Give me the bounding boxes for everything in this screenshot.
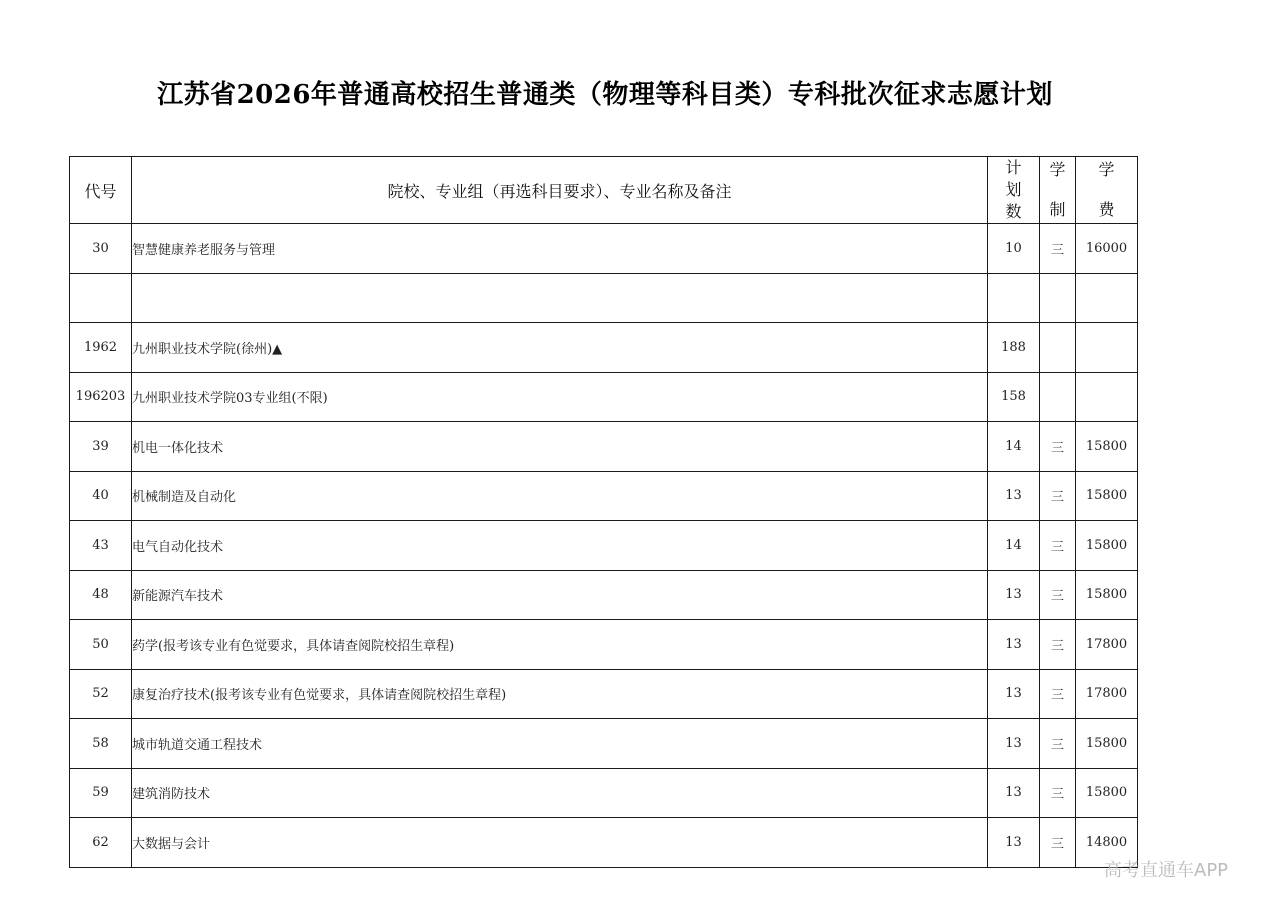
header-years-char: 制 bbox=[1049, 200, 1066, 219]
cell-plan: 10 bbox=[988, 224, 1040, 274]
cell-plan: 14 bbox=[988, 521, 1040, 571]
cell-name: 九州职业技术学院03专业组(不限) bbox=[132, 372, 988, 422]
cell-code: 30 bbox=[70, 224, 132, 274]
cell-years: 三 bbox=[1040, 422, 1076, 472]
cell-code: 1962 bbox=[70, 323, 132, 373]
cell-name: 机电一体化技术 bbox=[132, 422, 988, 472]
cell-name: 机械制造及自动化 bbox=[132, 471, 988, 521]
cell-years: 三 bbox=[1040, 719, 1076, 769]
cell-fee: 17800 bbox=[1076, 669, 1138, 719]
header-years bbox=[1040, 157, 1076, 224]
header-name: 院校、专业组（再选科目要求）、专业名称及备注 bbox=[132, 157, 988, 224]
document-title: 江苏省2026年普通高校招生普通类（物理等科目类）专科批次征求志愿计划 bbox=[157, 80, 1053, 110]
cell-plan: 13 bbox=[988, 620, 1040, 670]
cell-years: 三 bbox=[1040, 224, 1076, 274]
cell-name: 大数据与会计 bbox=[132, 818, 988, 868]
cell-plan: 13 bbox=[988, 719, 1040, 769]
cell-name: 新能源汽车技术 bbox=[132, 570, 988, 620]
cell-plan: 13 bbox=[988, 768, 1040, 818]
cell-name: 康复治疗技术(报考该专业有色觉要求，具体请查阅院校招生章程) bbox=[132, 669, 988, 719]
table-row bbox=[70, 323, 1138, 373]
cell-plan: 188 bbox=[988, 323, 1040, 373]
cell-code bbox=[70, 273, 132, 323]
cell-fee: 15800 bbox=[1076, 719, 1138, 769]
cell-plan: 13 bbox=[988, 669, 1040, 719]
table-row bbox=[70, 224, 1138, 274]
header-years-char: 学 bbox=[1049, 160, 1066, 179]
cell-plan: 13 bbox=[988, 818, 1040, 868]
cell-fee: 15800 bbox=[1076, 521, 1138, 571]
cell-fee: 15800 bbox=[1076, 422, 1138, 472]
cell-plan: 158 bbox=[988, 372, 1040, 422]
cell-code: 58 bbox=[70, 719, 132, 769]
cell-plan: 13 bbox=[988, 471, 1040, 521]
table-header-row bbox=[70, 157, 1138, 224]
cell-fee: 15800 bbox=[1076, 570, 1138, 620]
cell-fee: 15800 bbox=[1076, 768, 1138, 818]
cell-name: 药学(报考该专业有色觉要求，具体请查阅院校招生章程) bbox=[132, 620, 988, 670]
cell-plan bbox=[988, 273, 1040, 323]
table-row bbox=[70, 669, 1138, 719]
cell-years bbox=[1040, 273, 1076, 323]
cell-years: 三 bbox=[1040, 521, 1076, 571]
cell-code: 59 bbox=[70, 768, 132, 818]
header-plan-char: 数 bbox=[1005, 202, 1022, 221]
header-fee-char: 费 bbox=[1098, 200, 1115, 219]
header-plan-count bbox=[988, 157, 1040, 224]
header-code: 代号 bbox=[70, 157, 132, 224]
watermark-text: 高考直通车APP bbox=[1104, 860, 1229, 881]
cell-years: 三 bbox=[1040, 570, 1076, 620]
cell-code: 43 bbox=[70, 521, 132, 571]
cell-code: 39 bbox=[70, 422, 132, 472]
cell-fee bbox=[1076, 323, 1138, 373]
cell-plan: 13 bbox=[988, 570, 1040, 620]
cell-code: 48 bbox=[70, 570, 132, 620]
cell-fee: 15800 bbox=[1076, 471, 1138, 521]
table-row bbox=[70, 768, 1138, 818]
header-plan-char: 划 bbox=[1005, 180, 1022, 199]
table-row bbox=[70, 620, 1138, 670]
table-row bbox=[70, 818, 1138, 868]
cell-name: 九州职业技术学院(徐州)▲ bbox=[132, 323, 988, 373]
cell-years: 三 bbox=[1040, 768, 1076, 818]
cell-years: 三 bbox=[1040, 669, 1076, 719]
table-row bbox=[70, 372, 1138, 422]
cell-name bbox=[132, 273, 988, 323]
cell-fee bbox=[1076, 372, 1138, 422]
table-row bbox=[70, 719, 1138, 769]
cell-fee: 17800 bbox=[1076, 620, 1138, 670]
header-fee bbox=[1076, 157, 1138, 224]
cell-code: 50 bbox=[70, 620, 132, 670]
header-fee-char: 学 bbox=[1098, 160, 1115, 179]
cell-years: 三 bbox=[1040, 620, 1076, 670]
table-row bbox=[70, 422, 1138, 472]
table-row bbox=[70, 570, 1138, 620]
table-row bbox=[70, 471, 1138, 521]
cell-fee bbox=[1076, 273, 1138, 323]
cell-plan: 14 bbox=[988, 422, 1040, 472]
cell-name: 建筑消防技术 bbox=[132, 768, 988, 818]
header-plan-char: 计 bbox=[1005, 158, 1022, 177]
cell-fee: 16000 bbox=[1076, 224, 1138, 274]
admission-plan-table bbox=[69, 156, 1138, 868]
table-row bbox=[70, 273, 1138, 323]
cell-years: 三 bbox=[1040, 818, 1076, 868]
cell-name: 电气自动化技术 bbox=[132, 521, 988, 571]
cell-years bbox=[1040, 372, 1076, 422]
cell-name: 城市轨道交通工程技术 bbox=[132, 719, 988, 769]
cell-name: 智慧健康养老服务与管理 bbox=[132, 224, 988, 274]
cell-years bbox=[1040, 323, 1076, 373]
cell-fee: 14800 bbox=[1076, 818, 1138, 868]
cell-code: 52 bbox=[70, 669, 132, 719]
cell-code: 40 bbox=[70, 471, 132, 521]
table-row bbox=[70, 521, 1138, 571]
cell-code: 196203 bbox=[70, 372, 132, 422]
cell-years: 三 bbox=[1040, 471, 1076, 521]
cell-code: 62 bbox=[70, 818, 132, 868]
